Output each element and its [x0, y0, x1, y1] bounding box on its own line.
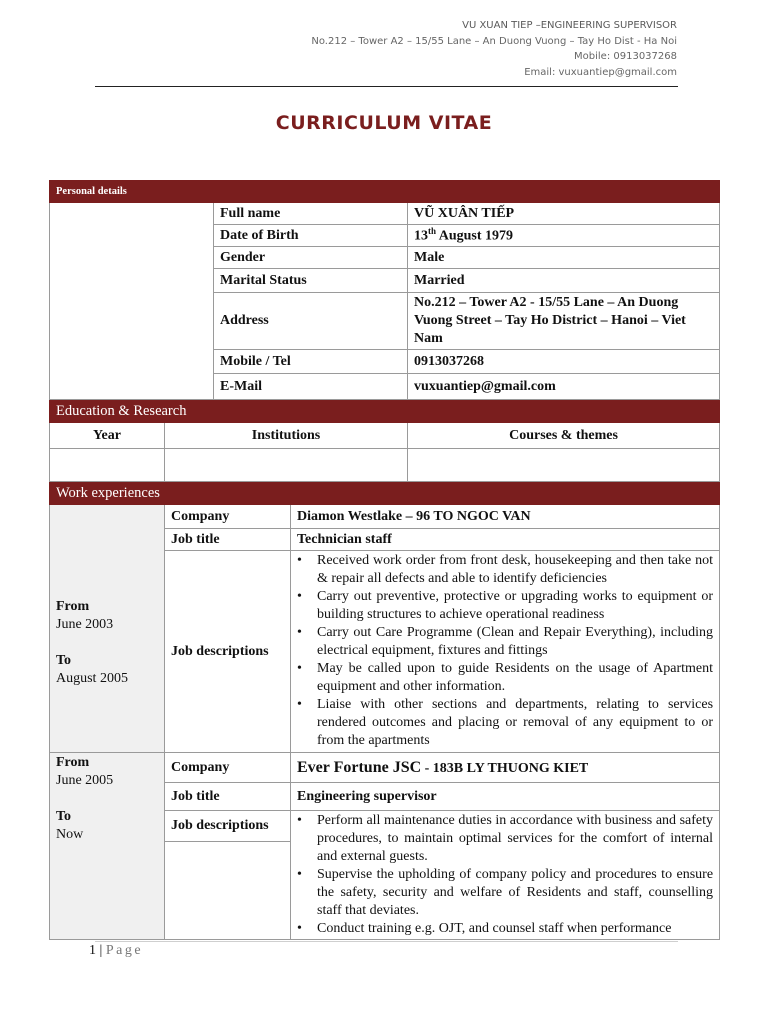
job-descriptions-label: Job descriptions: [165, 811, 291, 842]
job-row: [50, 505, 720, 529]
page-separator: |: [96, 943, 106, 958]
company-value: Diamon Westlake – 96 TO NGOC VAN: [291, 505, 720, 529]
job-title-value: Engineering supervisor: [291, 783, 720, 811]
header-name: VU XUAN TIEP –ENGINEERING SUPERVISOR: [462, 20, 677, 31]
mobile-value: 0913037268: [408, 350, 720, 374]
empty-label-cell: [165, 841, 291, 939]
job-descriptions: [291, 551, 720, 753]
email-value: vuxuantiep@gmail.com: [408, 374, 720, 400]
cv-table: [49, 180, 720, 940]
job-title-value: Technician staff: [291, 529, 720, 551]
description-item: • Carry out Care Programme (Clean and Repair Everything), including electrical equipment, fixtures and fittings: [295, 624, 713, 660]
mobile-label: Mobile / Tel: [214, 350, 408, 374]
education-title: Education & Research: [50, 400, 720, 423]
email-label: E-Mail: [214, 374, 408, 400]
education-columns: [50, 423, 720, 449]
from-date: June 2003: [56, 616, 114, 632]
job-descriptions-label: Job descriptions: [165, 551, 291, 753]
dob-suffix: th: [428, 226, 437, 237]
page-word: Page: [105, 943, 144, 958]
description-list: [295, 552, 713, 750]
institutions-column-header: Institutions: [165, 423, 408, 449]
to-date: Now: [56, 827, 84, 842]
page-number: 1: [89, 943, 96, 958]
contact-header: [311, 18, 677, 80]
description-list: [295, 812, 713, 938]
to-label: To: [56, 652, 72, 668]
from-date: June 2005: [56, 773, 114, 788]
photo-placeholder: [50, 203, 214, 400]
description-item: • Conduct training e.g. OJT, and counsel staff when performance: [295, 920, 713, 938]
full-name-value: VŨ XUÂN TIẾP: [408, 203, 720, 225]
education-header: [50, 400, 720, 423]
marital-status-value: Married: [408, 269, 720, 293]
job-title-label: Job title: [165, 783, 291, 811]
job-row: [50, 753, 720, 783]
description-item: • May be called upon to guide Residents on the usage of Apartment equipment and other information.: [295, 660, 713, 696]
dob-month-year: August 1979: [436, 228, 514, 244]
description-item: • Perform all maintenance duties in accordance with business and safety procedures, to maintain optimal services for the comfort of internal and external guests.: [295, 812, 713, 866]
header-divider: [95, 86, 678, 87]
personal-details-title: Personal details: [50, 181, 720, 203]
to-date: August 2005: [56, 670, 128, 686]
marital-status-label: Marital Status: [214, 269, 408, 293]
job-period: [50, 753, 165, 940]
education-row: [50, 449, 720, 482]
address-label: Address: [214, 293, 408, 350]
work-header: [50, 482, 720, 505]
dob-label: Date of Birth: [214, 225, 408, 247]
courses-column-header: Courses & themes: [408, 423, 720, 449]
dob-value: [408, 225, 720, 247]
description-item: • Liaise with other sections and departments, relating to services rendered outcomes and placing or removal of any equipment to or from the apartments: [295, 696, 713, 750]
dob-day: 13: [414, 228, 428, 244]
description-item: • Supervise the upholding of company policy and procedures to ensure the safety, security and welfare of Residents and staff, counselling staff that deviates.: [295, 866, 713, 920]
from-label: From: [56, 755, 90, 770]
header-email: Email: vuxuantiep@gmail.com: [524, 66, 677, 78]
work-title: Work experiences: [50, 482, 720, 505]
header-mobile: Mobile: 0913037268: [574, 51, 677, 62]
to-label: To: [56, 809, 72, 824]
company-name: Ever Fortune JSC: [297, 758, 422, 776]
job-period: [50, 505, 165, 753]
full-name-label: Full name: [214, 203, 408, 225]
page-footer: [89, 943, 143, 959]
job-descriptions: [291, 811, 720, 940]
header-address: No.212 – Tower A2 – 15/55 Lane – An Duong Vuong – Tay Ho Dist - Ha Noi: [311, 35, 677, 47]
description-item: • Carry out preventive, protective or upgrading works to equipment or building structures to achieve operational readiness: [295, 588, 713, 624]
education-year-cell: [50, 449, 165, 482]
gender-label: Gender: [214, 247, 408, 269]
company-value: [291, 753, 720, 783]
education-institution-cell: [165, 449, 408, 482]
job-title-label: Job title: [165, 529, 291, 551]
company-label: Company: [165, 505, 291, 529]
education-course-cell: [408, 449, 720, 482]
personal-details-header: [50, 181, 720, 203]
footer-divider: [95, 941, 678, 942]
company-label: Company: [165, 753, 291, 783]
gender-value: Male: [408, 247, 720, 269]
company-address: - 183B LY THUONG KIET: [421, 760, 589, 776]
address-value: No.212 – Tower A2 - 15/55 Lane – An Duong Vuong Street – Tay Ho District – Hanoi – Viet Nam: [408, 293, 720, 350]
personal-row: [50, 203, 720, 225]
year-column-header: Year: [50, 423, 165, 449]
from-label: From: [56, 598, 90, 614]
page-title: CURRICULUM VITAE: [275, 112, 493, 134]
description-item: • Received work order from front desk, housekeeping and then take not & repair all defects and able to identify deficiencies: [295, 552, 713, 588]
